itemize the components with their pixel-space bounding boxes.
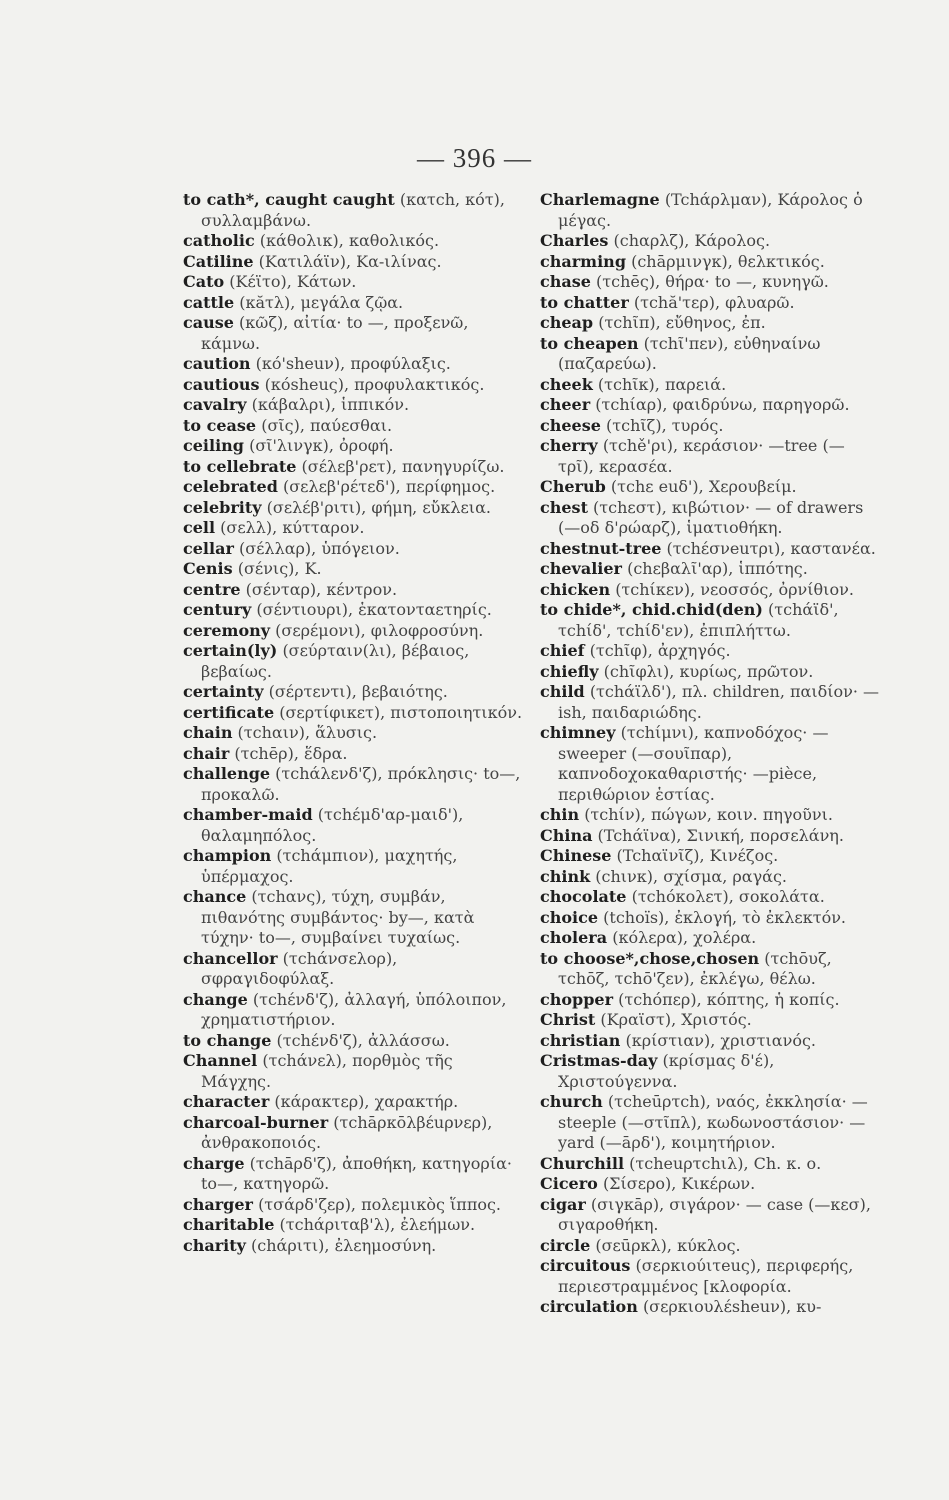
dictionary-entry: [183, 744, 523, 765]
entry-headword: cautious: [183, 374, 260, 394]
entry-gloss: (τchēρ), ἕδρα.: [234, 743, 348, 763]
dictionary-entry: [540, 1051, 880, 1092]
dictionary-entry: [540, 334, 880, 375]
entry-gloss: (τchāρκōλβέuρνερ), ἀνθρακοποιός.: [201, 1112, 493, 1152]
entry-headword: chain: [183, 723, 233, 742]
dictionary-entry: [183, 1236, 523, 1257]
dictionary-entry: [540, 928, 880, 949]
entry-headword: to cath*, caught caught: [183, 190, 395, 209]
dictionary-entry: [540, 252, 880, 273]
entry-gloss: (κῶζ), αἰτία· to —, προξενῶ, κάμνω.: [201, 313, 469, 353]
dictionary-entry: [540, 846, 880, 867]
entry-headword: to change: [183, 1030, 272, 1050]
entry-headword: Cicero: [540, 1174, 598, 1193]
dictionary-entry: [540, 1297, 880, 1318]
entry-headword: charger: [183, 1194, 253, 1214]
dictionary-entry: [540, 477, 880, 498]
entry-headword: certainty: [183, 682, 264, 701]
dictionary-entry: [540, 416, 880, 437]
dictionary-entry: [183, 1031, 523, 1052]
entry-gloss: (Σίσερο), Κικέρων.: [602, 1174, 756, 1193]
entry-headword: chopper: [540, 989, 614, 1009]
entry-headword: circuitous: [540, 1256, 631, 1275]
dictionary-entry: [540, 436, 880, 477]
entry-gloss: (τchάϊδ', τchίδ', τchίδ'εν), ἐπιπλήττω.: [558, 600, 839, 640]
entry-gloss: (τchă'τερ), φλυαρῶ.: [633, 292, 795, 312]
entry-headword: cherry: [540, 436, 598, 455]
dictionary-entry: [540, 272, 880, 293]
entry-gloss: (τchέσνeuτρι), καστανέα.: [666, 538, 876, 558]
dictionary-entry: [183, 313, 523, 354]
dictionary-entry: [183, 846, 523, 887]
entry-headword: to cease: [183, 415, 257, 435]
dictionary-entry: [183, 1092, 523, 1113]
entry-headword: to cellebrate: [183, 456, 297, 476]
entry-headword: church: [540, 1092, 603, 1111]
entry-gloss: (τchεστ), κιβώτιον· — of drawers (—οδ δ'ρώαρζ), ἱματιοθήκη.: [558, 497, 864, 537]
dictionary-entry: [183, 252, 523, 273]
entry-gloss: (σεūρκλ), κύκλος.: [595, 1235, 741, 1255]
entry-headword: to choose*,chose,chosen: [540, 948, 760, 968]
dictionary-entry: [183, 990, 523, 1031]
entry-headword: charming: [540, 251, 626, 271]
dictionary-entry: [183, 498, 523, 519]
entry-headword: cavalry: [183, 395, 247, 414]
entry-gloss: (τchόκολετ), σοκολάτα.: [631, 887, 825, 906]
entry-headword: cheek: [540, 374, 593, 394]
entry-gloss: (σένταρ), κέντρον.: [245, 579, 398, 599]
dictionary-entry: [540, 805, 880, 826]
dictionary-entry: [540, 498, 880, 539]
entry-gloss: (σερέμονι), φιλοφροσύνη.: [275, 620, 484, 640]
entry-headword: circulation: [540, 1297, 638, 1316]
entry-headword: charity: [183, 1235, 246, 1255]
entry-gloss: (chινκ), σχίσμα, ραγάς.: [595, 866, 787, 886]
entry-gloss: (τchόπερ), κόπτης, ἡ κοπίς.: [618, 989, 840, 1009]
entry-gloss: (τchάμπιον), μαχητής, ὑπέρμαχος.: [201, 846, 458, 886]
entry-headword: chocolate: [540, 887, 627, 906]
dictionary-entry: [540, 600, 880, 641]
dictionary-entry: [540, 559, 880, 580]
entry-gloss: (τchαιν), ἅλυσις.: [237, 723, 378, 742]
dictionary-entry: [540, 293, 880, 314]
entry-headword: chest: [540, 497, 588, 517]
entry-headword: certain(ly): [183, 641, 278, 660]
dictionary-entry: [183, 580, 523, 601]
entry-gloss: (κăτλ), μεγάλα ζῷα.: [239, 292, 404, 312]
dictionary-entry: [540, 826, 880, 847]
dictionary-entry: [183, 887, 523, 949]
entry-gloss: (σεύρταιν(λι), βέβαιος, βεβαίως.: [201, 641, 470, 681]
entry-gloss: (τchōυζ, τchōζ, τchō'ζεν), ἐκλέγω, θέλω.: [558, 948, 832, 988]
dictionary-entry: [183, 1154, 523, 1195]
left-column: [183, 190, 523, 1256]
dictionary-entry: [540, 539, 880, 560]
entry-gloss: (σερκιουλέsheuν), κυ-: [642, 1297, 822, 1316]
entry-headword: Cenis: [183, 559, 233, 578]
entry-gloss: (σελεβ'ρέτεδ'), περίφημος.: [283, 477, 496, 496]
dictionary-entry: [183, 949, 523, 990]
dictionary-entry: [183, 723, 523, 744]
entry-headword: christian: [540, 1030, 621, 1050]
dictionary-entry: [540, 867, 880, 888]
entry-headword: celebrated: [183, 477, 278, 496]
entry-headword: chestnut-tree: [540, 538, 662, 558]
entry-gloss: (Tchαϊνῖζ), Κινέζος.: [616, 846, 779, 865]
dictionary-entry: [540, 580, 880, 601]
dictionary-entry: [183, 457, 523, 478]
dictionary-entry: [183, 272, 523, 293]
entry-gloss: (Κραϊστ), Χριστός.: [600, 1010, 752, 1029]
dictionary-entry: [540, 990, 880, 1011]
dictionary-entry: [540, 1256, 880, 1297]
dictionary-entry: [540, 231, 880, 252]
entry-headword: catholic: [183, 231, 255, 250]
entry-headword: chase: [540, 272, 591, 291]
entry-headword: charcoal-burner: [183, 1112, 329, 1132]
entry-headword: chancellor: [183, 948, 278, 968]
entry-gloss: (σέρτεντι), βεβαιότης.: [268, 682, 448, 701]
entry-headword: caution: [183, 354, 251, 373]
entry-headword: cigar: [540, 1194, 586, 1214]
entry-headword: Charles: [540, 231, 609, 250]
entry-gloss: (τcheuρτchιλ), Ch. κ. ο.: [629, 1153, 822, 1173]
entry-headword: cause: [183, 313, 234, 332]
entry-headword: child: [540, 682, 585, 701]
entry-headword: to chide*, chid.chid(den): [540, 600, 763, 619]
entry-gloss: (tchoïs), ἐκλογή, τὸ ἐκλεκτόν.: [603, 907, 847, 927]
dictionary-entry: [183, 231, 523, 252]
dictionary-entry: [183, 621, 523, 642]
entry-headword: chiefly: [540, 661, 599, 681]
entry-headword: century: [183, 600, 252, 619]
dictionary-entry: [540, 190, 880, 231]
dictionary-entry: [540, 1010, 880, 1031]
entry-gloss: (Tchάϊνα), Σινική, πορσελάνη.: [597, 825, 844, 845]
dictionary-entry: [183, 416, 523, 437]
entry-gloss: (κάθολικ), καθολικός.: [259, 231, 440, 250]
entry-headword: chicken: [540, 579, 611, 599]
entry-headword: charge: [183, 1153, 245, 1173]
entry-headword: chink: [540, 866, 591, 886]
entry-gloss: (τchῖζ), τυρός.: [606, 415, 724, 435]
dictionary-entry: [540, 1236, 880, 1257]
entry-gloss: (σέντιουρι), ἑκατονταετηρίς.: [256, 600, 492, 619]
dictionary-entry: [183, 477, 523, 498]
dictionary-entry: [183, 559, 523, 580]
entry-gloss: (κατch, κότ), συλλαμβάνω.: [201, 190, 505, 230]
entry-gloss: (τchέμδ'αρ-μαιδ'), θαλαμηπόλος.: [201, 805, 464, 845]
entry-gloss: (τchίν), πώγων, κοιν. πηγοῦνι.: [584, 805, 833, 824]
entry-headword: chevalier: [540, 559, 622, 578]
right-column: [540, 190, 880, 1318]
entry-gloss: (τchάλενδ'ζ), πρόκλησις· to—, προκαλῶ.: [201, 764, 521, 804]
dictionary-entry: [183, 600, 523, 621]
entry-headword: cheap: [540, 313, 594, 332]
entry-headword: circle: [540, 1235, 591, 1255]
entry-gloss: (σέλεβ'ρετ), πανηγυρίζω.: [301, 456, 505, 476]
dictionary-entry: [540, 662, 880, 683]
entry-headword: to chatter: [540, 292, 629, 312]
dictionary-entry: [540, 313, 880, 334]
entry-headword: cheese: [540, 415, 601, 435]
dictionary-entry: [183, 703, 523, 724]
dictionary-entry: [540, 375, 880, 396]
entry-headword: cattle: [183, 292, 235, 312]
dictionary-entry: [183, 518, 523, 539]
entry-gloss: (τchāρδ'ζ), ἀποθήκη, κατηγορία· to—, κατηγορῶ.: [201, 1153, 512, 1193]
entry-headword: centre: [183, 579, 241, 599]
entry-gloss: (κό'sheuν), προφύλαξις.: [255, 354, 451, 373]
entry-gloss: (κάρακτερ), χαρακτήρ.: [274, 1092, 459, 1111]
entry-gloss: (τchῖπ), εὔθηνος, ἐπ.: [598, 313, 766, 332]
entry-gloss: (τchίμνι), καπνοδόχος· — sweeper (—σουῖπαρ), καπνοδοχοκαθαριστής· —pièce, περιθώριον ἑστίας.: [558, 723, 829, 804]
entry-gloss: (τchῖκ), παρειά.: [597, 374, 727, 394]
entry-gloss: (σένις), Κ.: [237, 559, 322, 578]
entry-gloss: (σελέβ'ριτι), φήμη, εὔκλεια.: [266, 497, 491, 517]
entry-headword: cell: [183, 518, 216, 537]
entry-headword: ceiling: [183, 436, 244, 455]
dictionary-entry: [183, 805, 523, 846]
entry-headword: cholera: [540, 928, 608, 947]
entry-gloss: (σερκιούιτeuς), περιφερής, περιεστραμμένος [κλοφορία.: [558, 1256, 854, 1296]
dictionary-entry: [540, 1195, 880, 1236]
entry-headword: Cato: [183, 272, 225, 291]
dictionary-entry: [540, 1154, 880, 1175]
dictionary-entry: [540, 1092, 880, 1154]
entry-headword: challenge: [183, 764, 271, 783]
entry-gloss: (Tchάρλμαν), Κάρολος ὁ μέγας.: [558, 190, 863, 230]
dictionary-entry: [540, 723, 880, 805]
entry-headword: China: [540, 825, 593, 845]
entry-gloss: (σερτίφικετ), πιστοποιητικόν.: [279, 702, 523, 722]
entry-headword: charitable: [183, 1215, 275, 1234]
entry-gloss: (τchῖ'πεν), εὐθηναίνω (παζαρεύω).: [558, 333, 821, 373]
dictionary-entry: [540, 908, 880, 929]
entry-gloss: (σῖς), παύεσθαι.: [261, 415, 393, 435]
dictionary-entry: [183, 354, 523, 375]
entry-gloss: (τchάνσελορ), σφραγιδοφύλαξ.: [201, 948, 398, 988]
entry-headword: chamber-maid: [183, 805, 313, 824]
entry-headword: to cheapen: [540, 333, 639, 353]
entry-gloss: (σελλ), κύτταρον.: [220, 518, 365, 537]
entry-headword: Charlemagne: [540, 190, 660, 209]
entry-gloss: (κρίσμας δ'έ), Χριστούγεννα.: [558, 1051, 775, 1091]
dictionary-entry: [183, 190, 523, 231]
dictionary-entry: [183, 1113, 523, 1154]
entry-headword: chair: [183, 743, 230, 763]
entry-gloss: (τchίαρ), φαιδρύνω, παρηγορῶ.: [595, 395, 850, 414]
entry-headword: Cristmas-day: [540, 1051, 658, 1070]
entry-gloss: (τchίκεν), νεοσσός, ὀρνίθιον.: [615, 579, 854, 599]
entry-gloss: (κόλερα), χολέρα.: [612, 928, 757, 947]
entry-gloss: (τcheūρτch), ναός, ἐκκλησία· —steeple (—στῖπλ), κωδωνοστάσιον· —yard (—āρδ'), κοιμητήριον.: [558, 1092, 868, 1152]
entry-gloss: (τchάριταβ'λ), ἐλεήμων.: [279, 1215, 476, 1234]
dictionary-entry: [183, 764, 523, 805]
entry-gloss: (τchάϊλδ'), πλ. children, παιδίον· —ish, παιδαριώδης.: [558, 682, 880, 722]
entry-headword: chin: [540, 805, 580, 824]
entry-gloss: (σιγκāρ), σιγάρον· — case (—κεσ), σιγαροθήκη.: [558, 1194, 871, 1234]
dictionary-entry: [183, 1195, 523, 1216]
dictionary-entry: [183, 1051, 523, 1092]
entry-gloss: (chαρλζ), Κάρολος.: [613, 231, 771, 250]
entry-gloss: (σῖ'λινγκ), ὀροφή.: [249, 436, 394, 455]
dictionary-entry: [183, 1215, 523, 1236]
entry-gloss: (τchēς), θήρα· to —, κυνηγῶ.: [596, 272, 829, 291]
dictionary-entry: [183, 641, 523, 682]
entry-headword: Christ: [540, 1010, 596, 1029]
dictionary-entry: [540, 949, 880, 990]
dictionary-entry: [183, 293, 523, 314]
entry-gloss: (chāρμινγκ), θελκτικός.: [631, 251, 825, 271]
entry-gloss: (τσάρδ'ζερ), πολεμικὸς ἵππος.: [258, 1194, 502, 1214]
entry-headword: Cherub: [540, 477, 606, 496]
dictionary-entry: [540, 682, 880, 723]
entry-headword: Channel: [183, 1051, 258, 1070]
entry-headword: champion: [183, 846, 272, 865]
entry-gloss: (τchῖφ), ἀρχηγός.: [589, 641, 731, 660]
entry-headword: celebrity: [183, 497, 262, 517]
entry-gloss: (τchανς), τύχη, συμβάν, πιθανότης συμβάντος· by—, κατὰ τύχην· to—, συμβαίνει τυχαίως.: [201, 887, 475, 947]
entry-gloss: (τchě'ρι), κεράσιον· —tree (—τρῖ), κερασέα.: [558, 436, 845, 476]
page-number: — 396 —: [417, 143, 532, 173]
entry-headword: chief: [540, 641, 585, 660]
entry-headword: chance: [183, 887, 247, 906]
dictionary-entry: [183, 682, 523, 703]
dictionary-entry: [540, 887, 880, 908]
entry-gloss: (κρίστιαν), χριστιανός.: [625, 1030, 816, 1050]
dictionary-entry: [183, 395, 523, 416]
entry-gloss: (τchε euδ'), Χερουβείμ.: [610, 477, 797, 496]
dictionary-entry: [183, 436, 523, 457]
entry-headword: change: [183, 989, 248, 1009]
dictionary-entry: [540, 1174, 880, 1195]
entry-headword: character: [183, 1092, 270, 1111]
entry-gloss: (chάριτι), ἐλεημοσύνη.: [251, 1235, 437, 1255]
entry-headword: Chinese: [540, 846, 612, 865]
entry-headword: choice: [540, 907, 599, 927]
entry-gloss: (chῖφλι), κυρίως, πρῶτον.: [603, 661, 814, 681]
dictionary-entry: [183, 539, 523, 560]
entry-headword: ceremony: [183, 620, 271, 640]
entry-headword: cheer: [540, 395, 591, 414]
dictionary-entry: [540, 1031, 880, 1052]
dictionary-entry: [540, 641, 880, 662]
dictionary-entry: [540, 395, 880, 416]
entry-gloss: (Κέϊτο), Κάτων.: [229, 272, 357, 291]
entry-gloss: (σέλλαρ), ὑπόγειον.: [238, 538, 400, 558]
entry-headword: chimney: [540, 723, 616, 742]
entry-gloss: (Κατιλάϊν), Κα-ιλίνας.: [258, 251, 442, 271]
entry-headword: cellar: [183, 538, 234, 558]
entry-gloss: (τchένδ'ζ), ἀλλαγή, ὑπόλοιπον, χρηματιστήριον.: [201, 989, 507, 1029]
entry-gloss: (κόsheuς), προφυλακτικός.: [264, 374, 485, 394]
dictionary-entry: [183, 375, 523, 396]
entry-gloss: (chεβαλῖ'αρ), ἱππότης.: [627, 559, 808, 578]
entry-gloss: (κάβαλρι), ἱππικόν.: [251, 395, 410, 414]
entry-headword: Catiline: [183, 251, 254, 271]
entry-gloss: (τchάνελ), πορθμὸς τῆς Μάγχης.: [201, 1051, 453, 1091]
entry-gloss: (τchένδ'ζ), ἀλλάσσω.: [276, 1030, 450, 1050]
entry-headword: certificate: [183, 702, 275, 722]
entry-headword: Churchill: [540, 1153, 625, 1173]
